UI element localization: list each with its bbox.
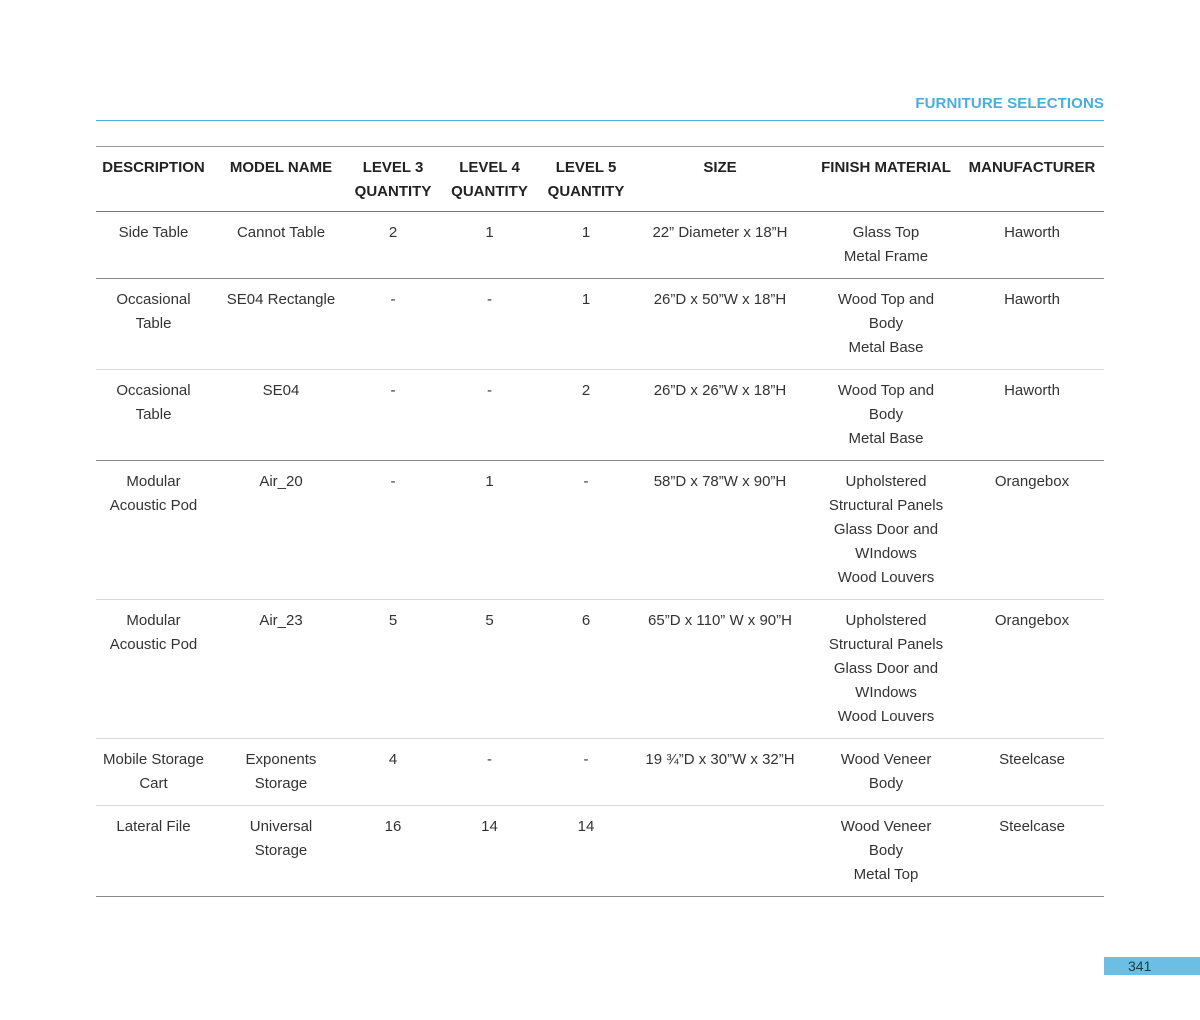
cell-description: Modular Acoustic Pod (96, 600, 211, 739)
cell-model-name: Exponents Storage (211, 739, 351, 806)
cell-finish: Wood Top and Body Metal Base (812, 279, 960, 370)
cell-level4: - (435, 370, 544, 461)
cell-finish: Wood Top and Body Metal Base (812, 370, 960, 461)
cell-description: Lateral File (96, 806, 211, 897)
cell-size: 58”D x 78”W x 90”H (628, 461, 812, 600)
cell-finish: Glass Top Metal Frame (812, 212, 960, 279)
cell-model-name: SE04 Rectangle (211, 279, 351, 370)
cell-manufacturer: Haworth (960, 212, 1104, 279)
cell-manufacturer: Steelcase (960, 806, 1104, 897)
cell-level5: 6 (544, 600, 628, 739)
page-number-badge (1104, 957, 1200, 975)
title-divider (96, 120, 1104, 121)
table-row (96, 212, 1104, 279)
cell-size: 65”D x 110” W x 90”H (628, 600, 812, 739)
col-header-size: SIZE (628, 147, 812, 212)
cell-size: 26”D x 50”W x 18”H (628, 279, 812, 370)
cell-description: Side Table (96, 212, 211, 279)
col-header-level4-quantity: LEVEL 4 QUANTITY (435, 147, 544, 212)
col-header-description: DESCRIPTION (96, 147, 211, 212)
cell-manufacturer: Haworth (960, 370, 1104, 461)
cell-level3: - (351, 279, 435, 370)
cell-level4: - (435, 739, 544, 806)
cell-level3: 4 (351, 739, 435, 806)
cell-finish: Wood Veneer Body Metal Top (812, 806, 960, 897)
cell-description: Modular Acoustic Pod (96, 461, 211, 600)
section-title: FURNITURE SELECTIONS (915, 95, 1104, 112)
cell-description: Occasional Table (96, 370, 211, 461)
cell-level4: 1 (435, 212, 544, 279)
table-row (96, 461, 1104, 600)
cell-level4: 5 (435, 600, 544, 739)
cell-model-name: Cannot Table (211, 212, 351, 279)
cell-finish: Upholstered Structural Panels Glass Door and WIndows Wood Louvers (812, 461, 960, 600)
cell-manufacturer: Orangebox (960, 600, 1104, 739)
page-number: 341 (1128, 958, 1152, 974)
col-header-finish-material: FINISH MATERIAL (812, 147, 960, 212)
table-row (96, 739, 1104, 806)
cell-level5: - (544, 461, 628, 600)
cell-description: Mobile Storage Cart (96, 739, 211, 806)
cell-level3: 5 (351, 600, 435, 739)
cell-finish: Wood Veneer Body (812, 739, 960, 806)
cell-model-name: Air_20 (211, 461, 351, 600)
cell-size: 19 ¾”D x 30”W x 32”H (628, 739, 812, 806)
cell-level5: - (544, 739, 628, 806)
cell-level4: - (435, 279, 544, 370)
col-header-manufacturer: MANUFACTURER (960, 147, 1104, 212)
cell-manufacturer: Orangebox (960, 461, 1104, 600)
cell-model-name: Air_23 (211, 600, 351, 739)
cell-size (628, 806, 812, 897)
table-row (96, 279, 1104, 370)
cell-level3: - (351, 370, 435, 461)
furniture-table (96, 146, 1104, 897)
table-row (96, 600, 1104, 739)
cell-size: 22” Diameter x 18”H (628, 212, 812, 279)
cell-level5: 14 (544, 806, 628, 897)
cell-level4: 1 (435, 461, 544, 600)
col-header-level5-quantity: LEVEL 5 QUANTITY (544, 147, 628, 212)
table-header-row (96, 147, 1104, 212)
cell-finish: Upholstered Structural Panels Glass Door and WIndows Wood Louvers (812, 600, 960, 739)
cell-level3: 16 (351, 806, 435, 897)
cell-manufacturer: Steelcase (960, 739, 1104, 806)
col-header-level3-quantity: LEVEL 3 QUANTITY (351, 147, 435, 212)
cell-level5: 2 (544, 370, 628, 461)
cell-model-name: SE04 (211, 370, 351, 461)
cell-manufacturer: Haworth (960, 279, 1104, 370)
table-row (96, 806, 1104, 897)
cell-description: Occasional Table (96, 279, 211, 370)
cell-model-name: Universal Storage (211, 806, 351, 897)
cell-level3: 2 (351, 212, 435, 279)
cell-level3: - (351, 461, 435, 600)
table-row (96, 370, 1104, 461)
col-header-model-name: MODEL NAME (211, 147, 351, 212)
cell-level4: 14 (435, 806, 544, 897)
cell-level5: 1 (544, 279, 628, 370)
cell-size: 26”D x 26”W x 18”H (628, 370, 812, 461)
cell-level5: 1 (544, 212, 628, 279)
